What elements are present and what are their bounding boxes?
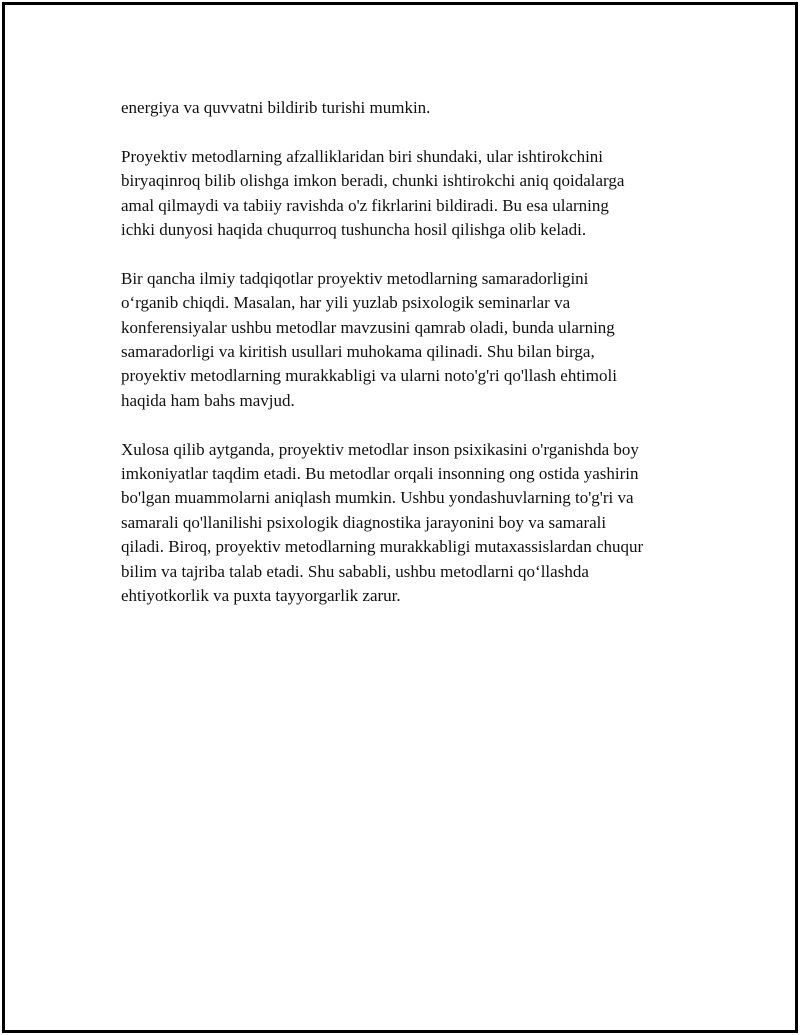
document-body	[121, 96, 696, 633]
paragraph-advantages: Proyektiv metodlarning afzalliklaridan biri shundaki, ular ishtirokchini biryaqinroq bilib olishga imkon beradi, chunki ishtirokchi aniq qoidalarga amal qilmaydi va tabiiy ravishda o'z fikrlarini bildiradi. Bu esa ularning ichki dunyosi haqida chuqurroq tushuncha hosil qilishga olib keladi.	[121, 146, 625, 240]
page-frame	[2, 2, 798, 1033]
paragraph-continuation: energiya va quvvatni bildirib turishi mumkin.	[121, 98, 431, 117]
paragraph-research: Bir qancha ilmiy tadqiqotlar proyektiv metodlarning samaradorligini o‘rganib chiqdi. Masalan, har yili yuzlab psixologik seminarlar va konferensiyalar ushbu metodlar mavzusini qamrab oladi, bunda ularning samaradorligi va kiritish usullari muhokama qilinadi. Shu bilan birga, proyektiv metodlarning murakkabligi va ularni noto'g'ri qo'llash ehtimoli haqida ham bahs mavjud.	[121, 268, 617, 410]
paragraph-conclusion: Xulosa qilib aytganda, proyektiv metodlar inson psixikasini o'rganishda boy imkoniyatlar taqdim etadi. Bu metodlar orqali insonning ong ostida yashirin bo'lgan muammolarni aniqlash mumkin. Ushbu yondashuvlarning to'g'ri va samarali qo'llanilishi psixologik diagnostika jarayonini boy va samarali qiladi. Biroq, proyektiv metodlarning murakkabligi mutaxassislardan chuqur bilim va tajriba talab etadi. Shu sababli, ushbu metodlarni qo‘llashda ehtiyotkorlik va puxta tayyorgarlik zarur.	[121, 439, 644, 606]
